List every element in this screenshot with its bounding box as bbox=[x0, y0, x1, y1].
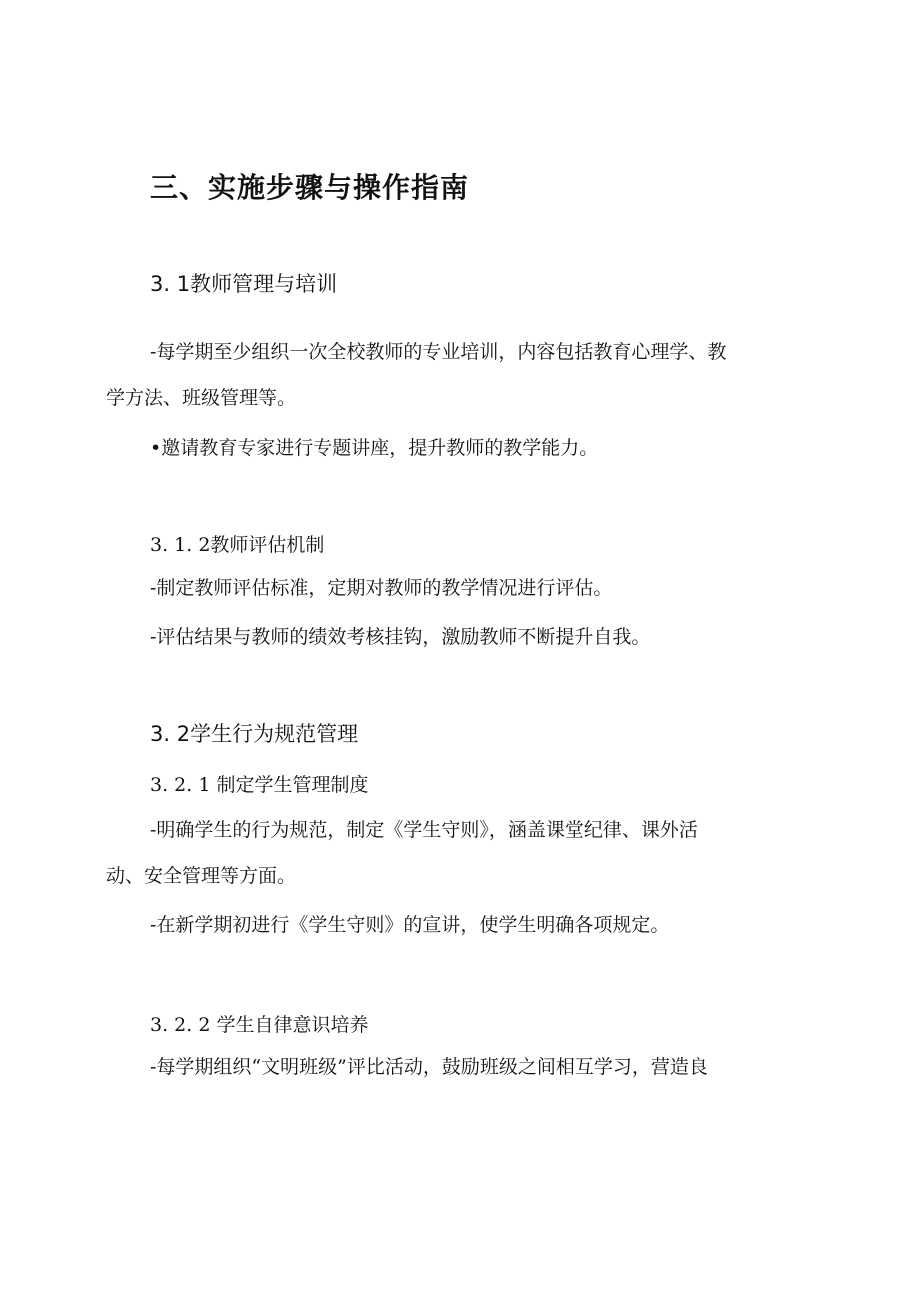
paragraph-evaluation-result bbox=[106, 614, 816, 660]
paragraph-line: -每学期至少组织一次全校教师的专业培训，内容包括教育心理学、教 bbox=[150, 341, 727, 363]
heading-3-2: 3. 2学生行为规范管理 bbox=[150, 722, 359, 746]
paragraph-line: 学方法、班级管理等。 bbox=[106, 387, 297, 409]
paragraph-line: 动、安全管理等方面。 bbox=[106, 865, 297, 887]
paragraph-line: -每学期组织“文明班级”评比活动，鼓励班级之间相互学习，营造良 bbox=[150, 1056, 708, 1078]
paragraph-experts bbox=[106, 425, 816, 471]
section-title: 三、实施步骤与操作指南 bbox=[150, 171, 470, 204]
paragraph-civilized-class bbox=[106, 1044, 816, 1090]
paragraph-student-rules bbox=[106, 807, 816, 899]
heading-3-1: 3. 1教师管理与培训 bbox=[150, 272, 338, 296]
paragraph-line: -评估结果与教师的绩效考核挂钩，激励教师不断提升自我。 bbox=[150, 626, 651, 648]
paragraph-line: -明确学生的行为规范，制定《学生守则》，涵盖课堂纪律、课外活 bbox=[150, 819, 698, 841]
paragraph-line: •邀请教育专家进行专题讲座，提升教师的教学能力。 bbox=[150, 437, 599, 459]
paragraph-line: -制定教师评估标准，定期对教师的教学情况进行评估。 bbox=[150, 577, 613, 599]
heading-3-1-2: 3. 1. 2教师评估机制 bbox=[150, 534, 325, 556]
paragraph-training bbox=[106, 329, 816, 421]
heading-3-2-1: 3. 2. 1 制定学生管理制度 bbox=[150, 774, 369, 796]
heading-3-2-2: 3. 2. 2 学生自律意识培养 bbox=[150, 1014, 369, 1036]
paragraph-evaluation-standard bbox=[106, 565, 816, 611]
paragraph-line: -在新学期初进行《学生守则》的宣讲，使学生明确各项规定。 bbox=[150, 914, 670, 936]
paragraph-rules-briefing bbox=[106, 902, 816, 948]
